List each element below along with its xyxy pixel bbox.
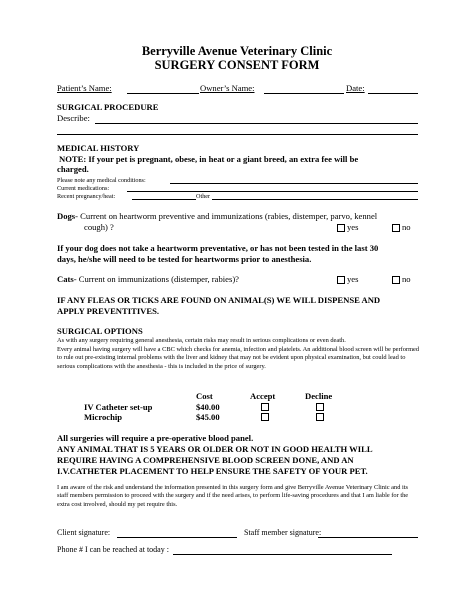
fleas-notice-line1: IF ANY FLEAS OR TICKS ARE FOUND ON ANIMAL(S) WE WILL DISPENSE AND (57, 295, 381, 305)
owner-name-label: Owner’s Name: (200, 83, 255, 93)
surgical-options-heading: SURGICAL OPTIONS (57, 326, 143, 336)
staff-signature-field[interactable] (318, 537, 418, 538)
dogs-question-line1: - Current on heartworm preventive and immunizations (rabies, distemper, parvo, kennel (75, 211, 378, 221)
dogs-question-line2: cough) ? (84, 222, 114, 232)
options-col-decline: Decline (305, 391, 333, 401)
date-field[interactable] (368, 93, 418, 94)
patient-name-field[interactable] (127, 93, 199, 94)
fleas-notice-line2: APPLY PREVENTITIVES. (57, 306, 160, 316)
microchip-accept-checkbox[interactable] (261, 413, 269, 421)
patient-name-label: Patient’s Name: (57, 83, 112, 93)
staff-signature-label: Staff member signature: (244, 528, 322, 537)
microchip-decline-checkbox[interactable] (316, 413, 324, 421)
cats-no-label: no (402, 274, 411, 284)
dogs-no-checkbox[interactable] (392, 224, 400, 232)
recent-pregnancy-label: Recent pregnancy/heat: (57, 193, 116, 200)
medical-conditions-label: Please note any medical conditions: (57, 177, 146, 184)
describe-label: Describe: (57, 113, 90, 123)
cats-yes-label: yes (347, 274, 359, 284)
client-signature-label: Client signature: (57, 528, 111, 537)
consent-statement: I am aware of the risk and understand the information presented in this surgery form and give Berryville Avenue Veterinary Clinic and its staff members permission to proceed with the surgery and if the need arises, to perform life-saving procedures and that I am liable for the extra cost involved, should my pet require this. (57, 484, 409, 508)
dogs-label: Dogs (57, 211, 76, 221)
option-name-microchip: Microchip (84, 412, 123, 422)
medical-note-line1: NOTE: If your pet is pregnant, obese, in heat or a giant breed, an extra fee will be (59, 154, 359, 164)
cats-yes-checkbox[interactable] (337, 276, 345, 284)
medical-conditions-field[interactable] (170, 183, 418, 184)
current-medications-label: Current medications: (57, 185, 110, 192)
surgical-procedure-heading: SURGICAL PROCEDURE (57, 102, 159, 112)
iv-catheter-accept-checkbox[interactable] (261, 403, 269, 411)
anesthesia-risk-text: As with any surgery requiring general anesthesia, certain risks may result in serious complications or even death. (57, 337, 346, 344)
cats-no-checkbox[interactable] (392, 276, 400, 284)
form-title: SURGERY CONSENT FORM (154, 58, 320, 72)
cats-question: - Current on immunizations (distemper, rabies)? (73, 274, 239, 284)
iv-catheter-decline-checkbox[interactable] (316, 403, 324, 411)
medical-history-heading: MEDICAL HISTORY (57, 143, 140, 153)
owner-name-field[interactable] (264, 93, 344, 94)
options-col-cost: Cost (196, 391, 213, 401)
date-label: Date: (346, 83, 365, 93)
blood-screen-text: Every animal having surgery will have a CBC which checks for anemia, infection and platelets. An additional blood screen will be performed to rule out pre-existing internal problems with the liver and kidney that may not be evident upon physical examination, but could lead to serious complications with the anesthesia - this is included in the price of surgery. (57, 346, 420, 370)
heartworm-warning-line2: days, he/she will need to be tested for heartworms prior to anesthesia. (57, 254, 312, 264)
describe-field[interactable] (95, 123, 418, 124)
other-label: Other (196, 193, 211, 200)
other-field[interactable] (212, 199, 418, 200)
dogs-yes-checkbox[interactable] (337, 224, 345, 232)
blood-screen-notice-line1: ANY ANIMAL THAT IS 5 YEARS OR OLDER OR NOT IN GOOD HEALTH WILL (57, 444, 373, 454)
recent-pregnancy-field[interactable] (132, 199, 196, 200)
heartworm-warning-line1: If your dog does not take a heartworm preventative, or has not been tested in the last 30 (57, 243, 379, 253)
blood-panel-notice: All surgeries will require a pre-operative blood panel. (57, 433, 254, 443)
medical-note-line2: charged. (57, 164, 89, 174)
option-cost-microchip: $45.00 (196, 412, 220, 422)
blood-screen-notice-line2: REQUIRE HAVING A COMPREHENSIVE BLOOD SCREEN DONE, AND AN (57, 455, 354, 465)
option-name-iv-catheter: IV Catheter set-up (84, 402, 153, 412)
dogs-yes-label: yes (347, 222, 359, 232)
cats-label: Cats (57, 274, 74, 284)
options-col-accept: Accept (250, 391, 276, 401)
clinic-name: Berryville Avenue Veterinary Clinic (141, 44, 333, 58)
option-cost-iv-catheter: $40.00 (196, 402, 220, 412)
phone-field[interactable] (173, 554, 392, 555)
blood-screen-notice-line3: I.V.CATHETER PLACEMENT TO HELP ENSURE THE SAFETY OF YOUR PET. (57, 466, 368, 476)
describe-field-line2[interactable] (57, 134, 418, 135)
client-signature-field[interactable] (117, 537, 237, 538)
dogs-no-label: no (402, 222, 411, 232)
current-medications-field[interactable] (127, 191, 418, 192)
phone-label: Phone # I can be reached at today : (57, 545, 169, 554)
